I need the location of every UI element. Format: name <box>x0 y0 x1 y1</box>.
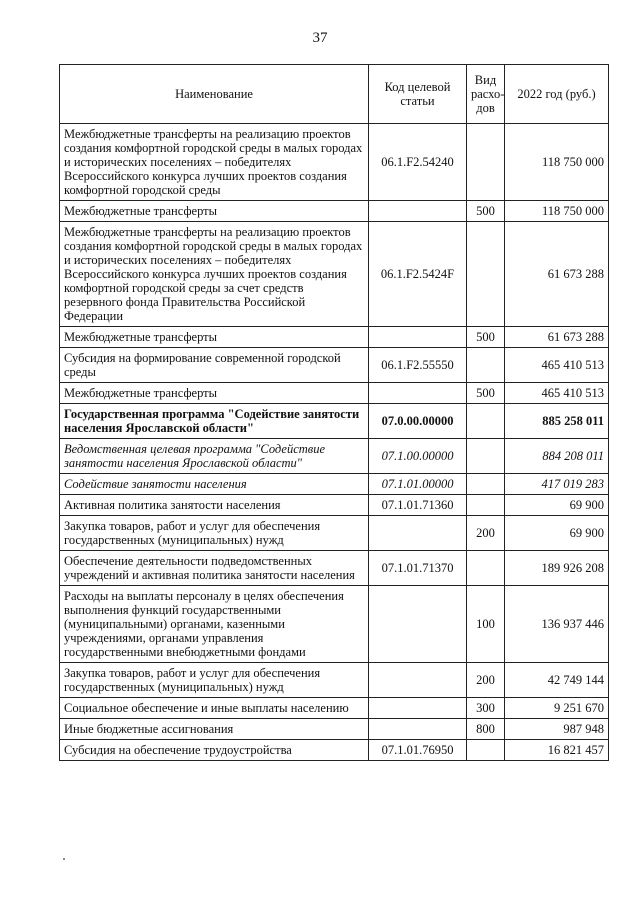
cell-amount: 885 258 011 <box>505 404 609 439</box>
header-amount: 2022 год (руб.) <box>505 65 609 124</box>
cell-vid <box>467 495 505 516</box>
cell-name: Закупка товаров, работ и услуг для обеспечения государственных (муниципальных) нужд <box>60 516 369 551</box>
cell-vid: 500 <box>467 201 505 222</box>
cell-code <box>369 516 467 551</box>
cell-amount: 42 749 144 <box>505 663 609 698</box>
cell-name: Социальное обеспечение и иные выплаты населению <box>60 698 369 719</box>
cell-amount: 61 673 288 <box>505 327 609 348</box>
table-row <box>60 719 609 740</box>
table-row <box>60 663 609 698</box>
cell-amount: 9 251 670 <box>505 698 609 719</box>
cell-vid: 500 <box>467 327 505 348</box>
cell-vid <box>467 740 505 761</box>
cell-vid <box>467 222 505 327</box>
cell-name: Государственная программа "Содействие занятости населения Ярославской области" <box>60 404 369 439</box>
cell-name: Активная политика занятости населения <box>60 495 369 516</box>
budget-table <box>59 64 609 761</box>
cell-vid <box>467 348 505 383</box>
cell-amount: 69 900 <box>505 516 609 551</box>
cell-amount: 987 948 <box>505 719 609 740</box>
cell-amount: 16 821 457 <box>505 740 609 761</box>
cell-name: Содействие занятости населения <box>60 474 369 495</box>
cell-code <box>369 719 467 740</box>
cell-name: Расходы на выплаты персоналу в целях обеспечения выполнения функций государственными (муниципальными) органами, казенными учреждениями, органами управления государственными внебюджетными фондами <box>60 586 369 663</box>
table-row <box>60 201 609 222</box>
cell-amount: 61 673 288 <box>505 222 609 327</box>
table-row <box>60 495 609 516</box>
cell-code <box>369 586 467 663</box>
cell-amount: 189 926 208 <box>505 551 609 586</box>
cell-code: 07.1.01.00000 <box>369 474 467 495</box>
cell-name: Межбюджетные трансферты на реализацию проектов создания комфортной городской среды в малых городах и исторических поселениях – победителях Всероссийского конкурса лучших проектов создания комфортной городской среды за счет средств резервного фонда Правительства Российской Федерации <box>60 222 369 327</box>
cell-code: 07.0.00.00000 <box>369 404 467 439</box>
table-row <box>60 124 609 201</box>
cell-name: Межбюджетные трансферты <box>60 383 369 404</box>
cell-vid: 200 <box>467 663 505 698</box>
table-row <box>60 404 609 439</box>
cell-amount: 118 750 000 <box>505 124 609 201</box>
cell-code: 06.1.F2.54240 <box>369 124 467 201</box>
cell-code: 06.1.F2.55550 <box>369 348 467 383</box>
cell-vid <box>467 124 505 201</box>
header-vid: Вид расхо-дов <box>467 65 505 124</box>
cell-name: Межбюджетные трансферты <box>60 201 369 222</box>
cell-amount: 884 208 011 <box>505 439 609 474</box>
cell-code: 07.1.01.76950 <box>369 740 467 761</box>
cell-code: 07.1.01.71360 <box>369 495 467 516</box>
cell-name: Субсидия на формирование современной городской среды <box>60 348 369 383</box>
table-row <box>60 348 609 383</box>
cell-vid: 200 <box>467 516 505 551</box>
cell-amount: 136 937 446 <box>505 586 609 663</box>
cell-vid <box>467 474 505 495</box>
table-row <box>60 474 609 495</box>
cell-code: 07.1.00.00000 <box>369 439 467 474</box>
table-row <box>60 222 609 327</box>
scan-speck <box>63 858 65 860</box>
cell-vid: 800 <box>467 719 505 740</box>
table-row <box>60 586 609 663</box>
header-code: Код целевой статьи <box>369 65 467 124</box>
page-number: 37 <box>312 30 328 46</box>
table-row <box>60 439 609 474</box>
table-row <box>60 698 609 719</box>
cell-code <box>369 663 467 698</box>
table-header-row <box>60 65 609 124</box>
table-row <box>60 551 609 586</box>
cell-name: Субсидия на обеспечение трудоустройства <box>60 740 369 761</box>
cell-code <box>369 383 467 404</box>
cell-amount: 417 019 283 <box>505 474 609 495</box>
cell-amount: 69 900 <box>505 495 609 516</box>
cell-code <box>369 698 467 719</box>
cell-vid: 300 <box>467 698 505 719</box>
cell-amount: 465 410 513 <box>505 348 609 383</box>
cell-vid <box>467 404 505 439</box>
header-name: Наименование <box>60 65 369 124</box>
table-row <box>60 740 609 761</box>
cell-name: Межбюджетные трансферты на реализацию проектов создания комфортной городской среды в малых городах и исторических поселениях – победителях Всероссийского конкурса лучших проектов создания комфортной городской среды <box>60 124 369 201</box>
cell-code: 06.1.F2.5424F <box>369 222 467 327</box>
cell-name: Закупка товаров, работ и услуг для обеспечения государственных (муниципальных) нужд <box>60 663 369 698</box>
table-row <box>60 327 609 348</box>
table-row <box>60 383 609 404</box>
cell-vid: 500 <box>467 383 505 404</box>
cell-vid: 100 <box>467 586 505 663</box>
cell-vid <box>467 551 505 586</box>
cell-amount: 465 410 513 <box>505 383 609 404</box>
cell-name: Обеспечение деятельности подведомственных учреждений и активная политика занятости населения <box>60 551 369 586</box>
table-row <box>60 516 609 551</box>
cell-name: Межбюджетные трансферты <box>60 327 369 348</box>
cell-name: Иные бюджетные ассигнования <box>60 719 369 740</box>
cell-vid <box>467 439 505 474</box>
cell-code <box>369 327 467 348</box>
cell-code: 07.1.01.71370 <box>369 551 467 586</box>
cell-code <box>369 201 467 222</box>
cell-amount: 118 750 000 <box>505 201 609 222</box>
cell-name: Ведомственная целевая программа "Содействие занятости населения Ярославской области" <box>60 439 369 474</box>
